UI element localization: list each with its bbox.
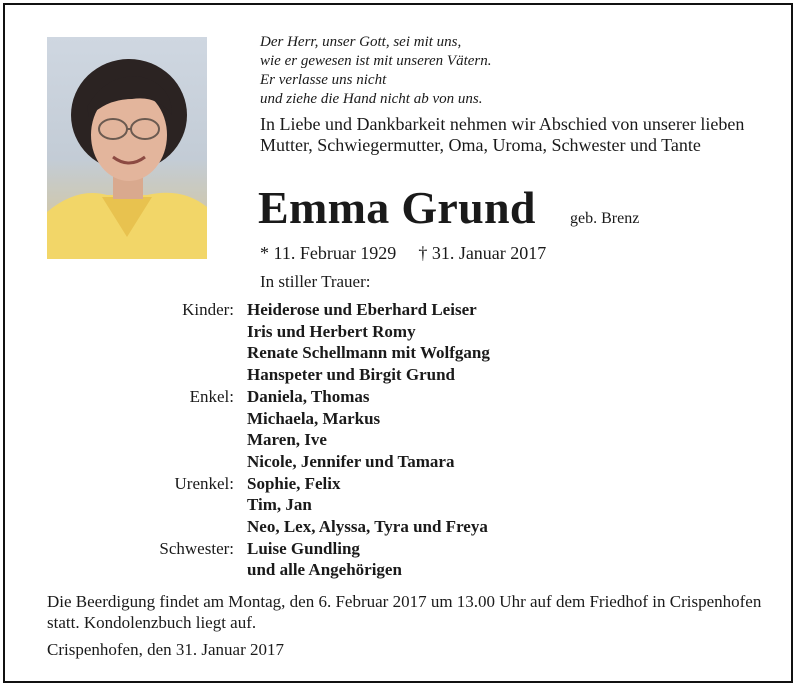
group-label: Enkel: — [189, 386, 234, 406]
mourner-name: Daniela, Thomas — [247, 386, 370, 406]
mourner-group-urenkel — [0, 473, 800, 538]
mourner-name: Luise Gundling — [247, 538, 360, 558]
mourner-name: Hanspeter und Birgit Grund — [247, 365, 455, 385]
deceased-name: Emma Grund — [258, 182, 536, 233]
mourner-group-schwester — [0, 538, 800, 581]
death-date: † 31. Januar 2017 — [418, 243, 547, 263]
portrait-photo — [47, 37, 207, 259]
mourner-name: Sophie, Felix — [247, 473, 341, 493]
mourner-name: und alle Angehörigen — [247, 560, 402, 580]
mourner-name: Heiderose und Eberhard Leiser — [247, 300, 477, 319]
life-dates — [260, 243, 546, 264]
mourner-name: Iris und Herbert Romy — [247, 321, 416, 341]
mourner-name: Nicole, Jennifer und Tamara — [247, 451, 455, 471]
birth-name: geb. Brenz — [570, 210, 640, 227]
group-label: Schwester: — [159, 538, 234, 558]
group-label: Kinder: — [182, 300, 234, 319]
verse-line: wie er gewesen ist mit unseren Vätern. — [260, 53, 492, 69]
place-and-date: Crispenhofen, den 31. Januar 2017 — [47, 640, 285, 659]
bible-verse — [260, 33, 492, 109]
verse-line: und ziehe die Hand nicht ab von uns. — [260, 91, 483, 107]
funeral-info: Die Beerdigung findet am Montag, den 6. Februar 2017 um 13.00 Uhr auf dem Friedhof in Crispenhofen statt. Kondolenzbuch liegt auf. — [47, 592, 762, 632]
verse-line: Der Herr, unser Gott, sei mit uns, — [260, 34, 462, 50]
verse-line: Er verlasse uns nicht — [260, 72, 387, 88]
mourner-group-enkel — [0, 386, 800, 473]
mourner-name: Maren, Ive — [247, 430, 327, 450]
mourner-name: Renate Schellmann mit Wolfgang — [247, 343, 490, 363]
birth-date: * 11. Februar 1929 — [260, 243, 397, 263]
mourners-list — [0, 299, 800, 581]
mourner-name: Neo, Lex, Alyssa, Tyra und Freya — [247, 517, 488, 537]
mourner-group-kinder — [0, 299, 800, 386]
mourner-name: Michaela, Markus — [247, 408, 381, 428]
group-label: Urenkel: — [174, 473, 234, 493]
mourner-name: Tim, Jan — [247, 495, 312, 515]
farewell-intro: In Liebe und Dankbarkeit nehmen wir Abschied von unserer lieben Mutter, Schwiegermutter, Oma, Uroma, Schwester und Tante — [260, 114, 745, 155]
mourning-heading: In stiller Trauer: — [260, 272, 371, 291]
